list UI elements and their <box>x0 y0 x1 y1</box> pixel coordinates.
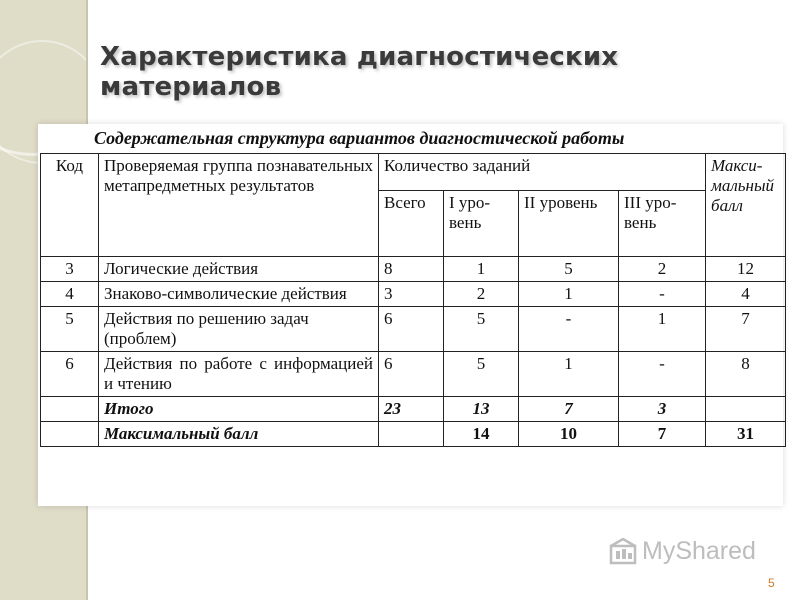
row-level-2: 1 <box>519 282 619 307</box>
header-group: Проверяемая группа познавательных метапредметных результатов <box>99 154 379 257</box>
row-level-3: - <box>619 352 706 397</box>
table-row <box>41 307 786 352</box>
header-code: Код <box>41 154 99 257</box>
total-sum: 23 <box>379 397 444 422</box>
slide-title: Характеристика диагностических материалов <box>100 42 619 102</box>
empty-cell <box>41 422 99 447</box>
empty-cell <box>706 397 786 422</box>
row-group: Логические действия <box>99 257 379 282</box>
row-level-1: 1 <box>444 257 519 282</box>
total-level-1: 13 <box>444 397 519 422</box>
row-max-score: 8 <box>706 352 786 397</box>
table-row <box>41 257 786 282</box>
row-level-1: 5 <box>444 307 519 352</box>
header-level-3: III уровень <box>619 190 706 256</box>
table-row <box>41 352 786 397</box>
logo-icon <box>608 538 638 566</box>
row-code: 5 <box>41 307 99 352</box>
total-label: Итого <box>99 397 379 422</box>
header-total: Всего <box>379 190 444 256</box>
row-code: 3 <box>41 257 99 282</box>
row-total: 3 <box>379 282 444 307</box>
row-max-score: 12 <box>706 257 786 282</box>
header-level-2: II уровень <box>519 190 619 256</box>
row-total: 8 <box>379 257 444 282</box>
total-level-2: 7 <box>519 397 619 422</box>
max-total-score: 31 <box>706 422 786 447</box>
row-level-2: - <box>519 307 619 352</box>
row-total: 6 <box>379 307 444 352</box>
header-count: Количество заданий <box>379 154 706 191</box>
row-level-1: 5 <box>444 352 519 397</box>
row-group: Действия по решению задач (проблем) <box>99 307 379 352</box>
myshared-logo <box>608 537 756 566</box>
row-group: Знаково-символические действия <box>99 282 379 307</box>
max-level-2: 10 <box>519 422 619 447</box>
row-level-3: 1 <box>619 307 706 352</box>
row-level-1: 2 <box>444 282 519 307</box>
row-level-3: - <box>619 282 706 307</box>
row-level-2: 1 <box>519 352 619 397</box>
total-level-3: 3 <box>619 397 706 422</box>
empty-cell <box>41 397 99 422</box>
logo-text: MyShared <box>642 537 756 565</box>
row-total: 6 <box>379 352 444 397</box>
row-code: 4 <box>41 282 99 307</box>
table-row <box>41 282 786 307</box>
table-caption: Содержательная структура вариантов диагностической работы <box>94 128 625 148</box>
row-group: Действия по работе с информацией и чтению <box>99 352 379 397</box>
header-max-score: Максимальный балл <box>706 154 786 257</box>
row-code: 6 <box>41 352 99 397</box>
empty-cell <box>379 422 444 447</box>
max-level-1: 14 <box>444 422 519 447</box>
row-level-2: 5 <box>519 257 619 282</box>
diagnostic-structure-table <box>40 153 786 447</box>
max-score-label: Максимальный балл <box>99 422 379 447</box>
row-max-score: 7 <box>706 307 786 352</box>
table-row-max-score <box>41 422 786 447</box>
row-max-score: 4 <box>706 282 786 307</box>
row-level-3: 2 <box>619 257 706 282</box>
table-row-total <box>41 397 786 422</box>
max-level-3: 7 <box>619 422 706 447</box>
page-number: 5 <box>768 576 775 590</box>
table-header-row <box>41 154 786 191</box>
header-level-1: I уровень <box>444 190 519 256</box>
